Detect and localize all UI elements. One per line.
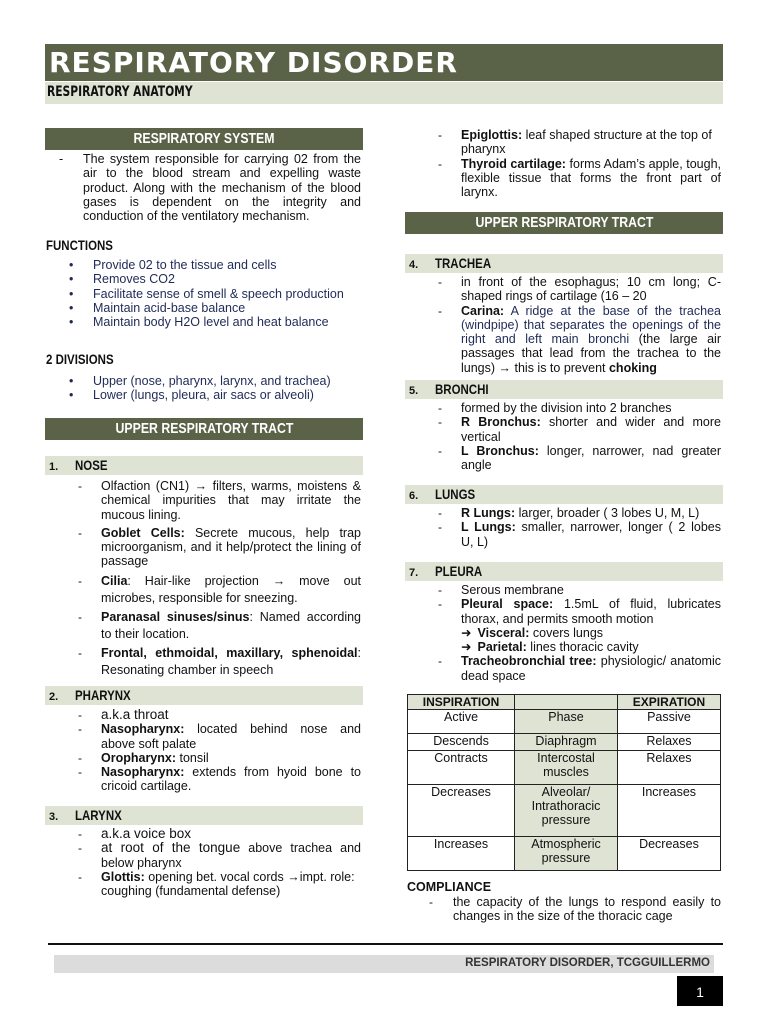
list-item: - Thyroid cartilage: forms Adam’s apple, tough, flexible tissue that forms the front part of larynx. [438,156,721,200]
page-title: RESPIRATORY DISORDER [49,46,458,79]
divisions-list [93,374,363,403]
arrow-icon: ➜ [461,625,472,640]
bronchi-heading: 5. BRONCHI [405,380,723,399]
list-item: - Olfaction (CN1) → filters, warms, moistens & chemical impurities that may irritate the mucous lining. [78,479,361,522]
table-row: Contracts Intercostal muscles Relaxes [408,751,721,785]
functions-list [93,258,363,329]
compliance-heading: COMPLIANCE [407,880,492,894]
list-item: - Paranasal sinuses/sinus: Named according to their location. [78,609,362,641]
pharynx-heading: 2. PHARYNX [45,686,363,705]
system-description: The system responsible for carrying 02 from the air to the blood stream and expelling waste product. Along with the mechanism of the blood gases is dependent on the integrity and conduction of the ventilatory mechanism. [83,152,361,224]
functions-heading: FUNCTIONS [46,237,113,253]
list-item: ➜ Parietal: lines thoracic cavity [461,640,639,655]
list-item: - R Bronchus: shorter and wider and more vertical [438,415,721,444]
lungs-items [438,506,721,549]
arrow-icon: ➜ [461,640,472,655]
divisions-heading: 2 DIVISIONS [46,351,114,367]
compliance-text: - the capacity of the lungs to respond easily to changes in the size of the thoracic cage [429,895,721,924]
list-item: - Nasopharynx: extends from hyoid bone to cricoid cartilage. [78,765,361,794]
pharynx-items [78,707,361,794]
list-item: - Oropharynx: tonsil [78,750,209,765]
larynx-items [78,826,361,899]
inspiration-header: INSPIRATION [408,695,515,710]
footer-bar [54,955,714,973]
list-item: - Carina: A ridge at the base of the trachea (windpipe) that separates the openings of the right and left main bronchi (the large air passages that lead from the trachea to the lungs) → this is to prevent choking [438,303,721,375]
list-item: - L Lungs: smaller, narrower, longer ( 2 lobes U, L) [438,520,721,549]
nose-heading: 1. NOSE [45,456,363,475]
list-item: • Provide 02 to the tissue and cells [93,258,363,272]
list-item: - Frontal, ethmoidal, maxillary, sphenoidal: Resonating chamber in speech [78,645,361,677]
list-item: - Pleural space: 1.5mL of fluid, lubricates thorax, and permits smooth motion [438,597,722,626]
list-item: • Removes CO2 [93,272,363,286]
system-dash: - [59,152,64,166]
list-item: - a.k.a throat [78,707,169,722]
expiration-header: EXPIRATION [617,695,720,710]
list-item: • Upper (nose, pharynx, larynx, and trachea) [93,374,363,388]
list-item: - Goblet Cells: Secrete mucous, help trap microorganism, and it help/protect the lining of passage [78,525,361,569]
subtitle-bar [45,82,723,104]
nose-items [78,479,362,679]
list-item: - a.k.a voice box [78,826,192,841]
list-item: - formed by the division into 2 branches [438,401,672,415]
table-row: Descends Diaphragm Relaxes [408,734,721,751]
inspiration-expiration-table [407,694,721,871]
title-bar [45,44,723,81]
list-item: - R Lungs: larger, broader ( 3 lobes U, M, L) [438,506,700,520]
list-item: • Lower (lungs, pleura, air sacs or alveoli) [93,388,363,402]
footer-text: RESPIRATORY DISORDER, TCGGUILLERMO [465,957,710,969]
list-item: • Facilitate sense of smell & speech production [93,287,363,301]
list-item: - in front of the esophagus; 10 cm long; C-shaped rings of cartilage (16 – 20 [438,275,721,304]
respiratory-system-heading: RESPIRATORY SYSTEM [45,128,363,150]
list-item: - Cilia: Hair-like projection → move out microbes, responsible for sneezing. [78,573,361,605]
pleura-items [438,583,722,683]
list-item: - Glottis: opening bet. vocal cords →impt. role: coughing (fundamental defense) [78,869,355,899]
trachea-items [438,275,721,375]
list-item: - at root of the tongue above trachea and below pharynx [78,840,361,870]
list-item: • Maintain acid-base balance [93,301,363,315]
larynx-heading: 3. LARYNX [45,806,363,825]
table-row: Active Phase Passive [408,710,721,734]
list-item: - Epiglottis: leaf shaped structure at the top of pharynx [438,128,712,157]
footer-divider [48,943,723,945]
list-item: • Maintain body H2O level and heat balance [93,315,363,329]
table-row: Decreases Alveolar/ Intrathoracic pressure Increases [408,785,721,837]
list-item: - L Bronchus: longer, narrower, nad greater angle [438,443,721,473]
trachea-heading: 4. TRACHEA [405,254,723,273]
page-number: 1 [677,976,723,1006]
table-row: Increases Atmospheric pressure Decreases [408,837,721,871]
bronchi-items [438,401,721,473]
pleura-heading: 7. PLEURA [405,562,723,581]
list-item: - Serous membrane [438,583,564,597]
list-item: - Tracheobronchial tree: physiologic/ anatomic dead space [438,654,721,683]
list-item: ➜ Visceral: covers lungs [461,625,604,640]
list-item: - Nasopharynx: located behind nose and above soft palate [78,722,361,751]
upper-tract-heading-right: UPPER RESPIRATORY TRACT [405,212,723,234]
page-subtitle: RESPIRATORY ANATOMY [47,84,193,100]
larynx-continued [438,128,721,200]
upper-tract-heading-left: UPPER RESPIRATORY TRACT [45,418,363,440]
lungs-heading: 6. LUNGS [405,485,723,504]
